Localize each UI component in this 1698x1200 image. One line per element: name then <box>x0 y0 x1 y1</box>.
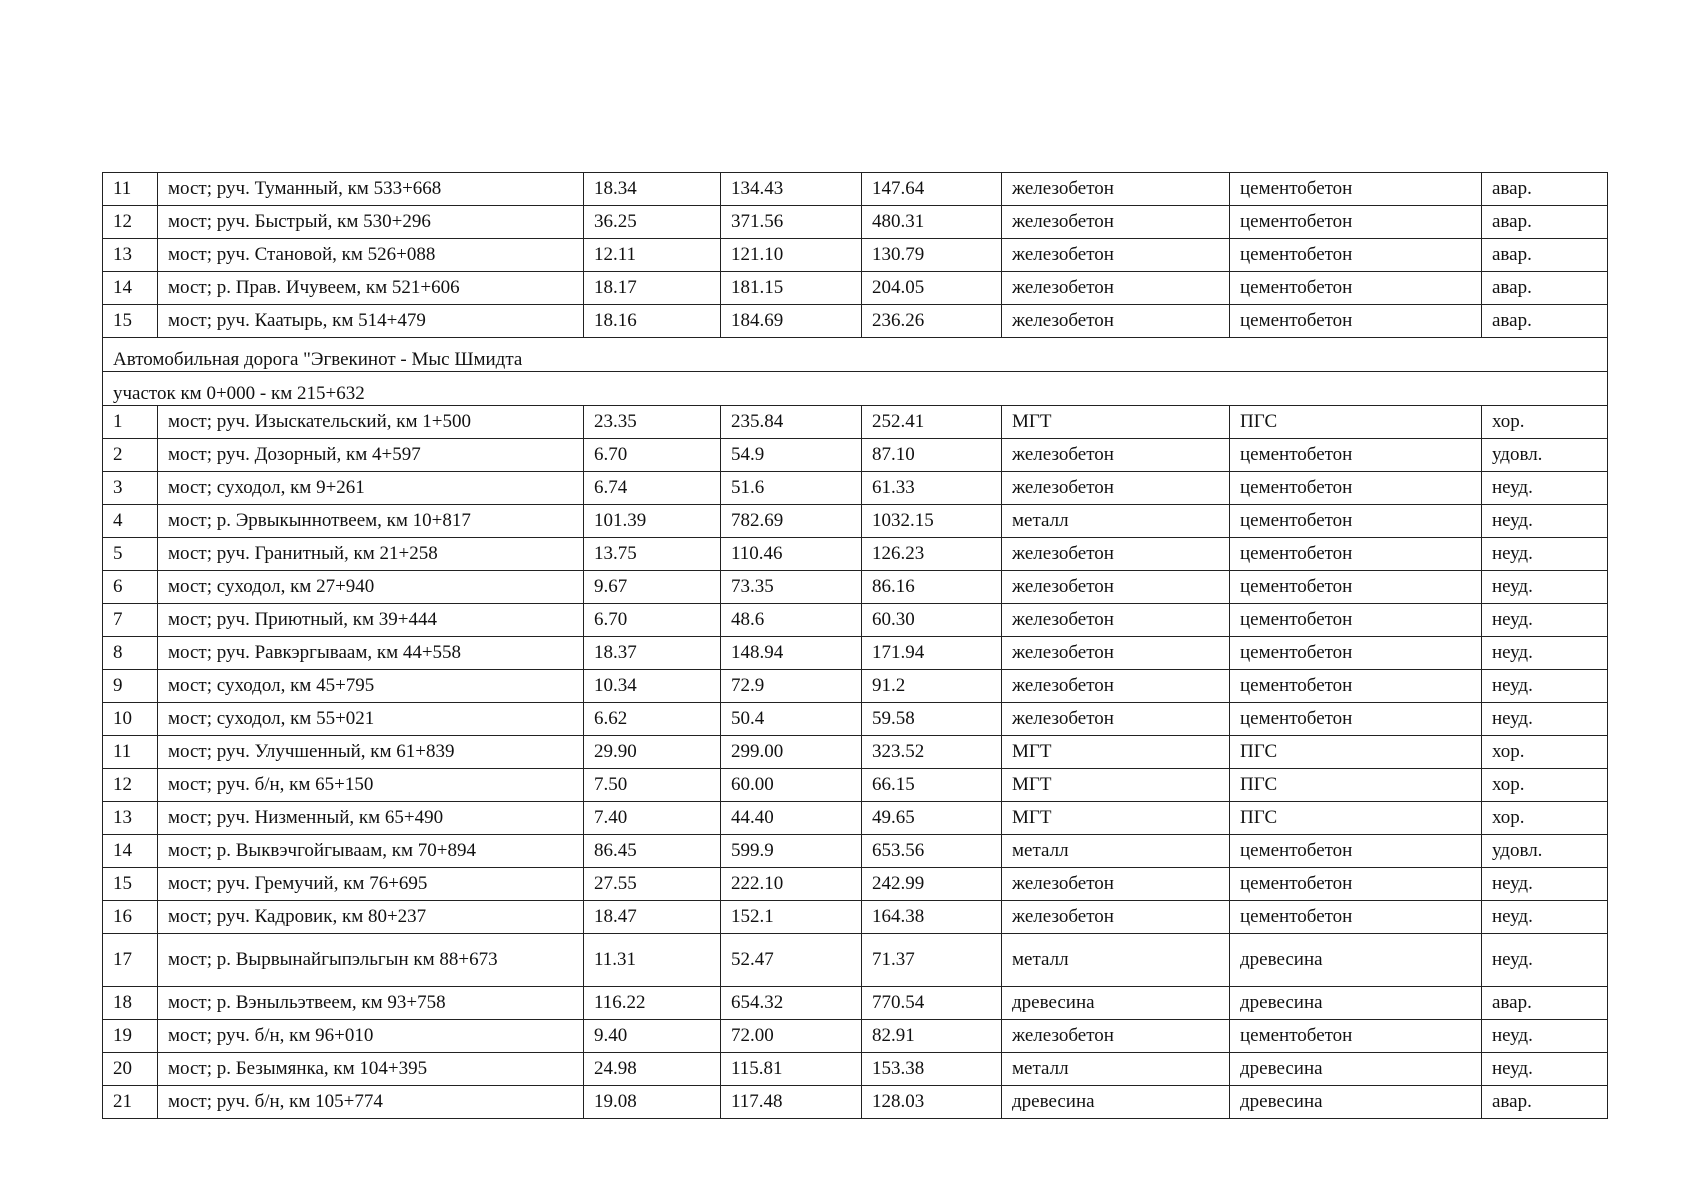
deck-surface-cell: цементобетон <box>1230 604 1482 637</box>
condition-status-cell: авар. <box>1482 173 1608 206</box>
span-material-cell: железобетон <box>1002 571 1230 604</box>
length-value-cell: 12.11 <box>584 239 721 272</box>
row-number-cell: 21 <box>103 1086 158 1119</box>
span-material-cell: МГТ <box>1002 406 1230 439</box>
condition-status-cell: неуд. <box>1482 604 1608 637</box>
area-value-cell: 72.9 <box>721 670 862 703</box>
row-number-cell: 5 <box>103 538 158 571</box>
table-row <box>103 736 1608 769</box>
span-material-cell: металл <box>1002 1053 1230 1086</box>
deck-surface-cell: цементобетон <box>1230 472 1482 505</box>
table-row <box>103 868 1608 901</box>
row-number-cell: 17 <box>103 934 158 987</box>
area-value-cell: 181.15 <box>721 272 862 305</box>
condition-status-cell: хор. <box>1482 736 1608 769</box>
bridge-name-cell: мост; суходол, км 45+795 <box>158 670 584 703</box>
area-value-cell: 148.94 <box>721 637 862 670</box>
length-value-cell: 7.40 <box>584 802 721 835</box>
length-value-cell: 18.37 <box>584 637 721 670</box>
deck-surface-cell: цементобетон <box>1230 505 1482 538</box>
total-value-cell: 49.65 <box>862 802 1002 835</box>
length-value-cell: 86.45 <box>584 835 721 868</box>
row-number-cell: 19 <box>103 1020 158 1053</box>
bridge-name-cell: мост; р. Выквэчгойгываам, км 70+894 <box>158 835 584 868</box>
row-number-cell: 1 <box>103 406 158 439</box>
section-subtitle-row <box>103 372 1608 406</box>
condition-status-cell: авар. <box>1482 987 1608 1020</box>
row-number-cell: 8 <box>103 637 158 670</box>
span-material-cell: железобетон <box>1002 439 1230 472</box>
area-value-cell: 371.56 <box>721 206 862 239</box>
row-number-cell: 10 <box>103 703 158 736</box>
condition-status-cell: авар. <box>1482 239 1608 272</box>
table-row <box>103 239 1608 272</box>
table-row <box>103 439 1608 472</box>
bridge-name-cell: мост; руч. Приютный, км 39+444 <box>158 604 584 637</box>
area-value-cell: 121.10 <box>721 239 862 272</box>
bridge-name-cell: мост; руч. б/н, км 105+774 <box>158 1086 584 1119</box>
condition-status-cell: авар. <box>1482 1086 1608 1119</box>
row-number-cell: 14 <box>103 272 158 305</box>
deck-surface-cell: цементобетон <box>1230 206 1482 239</box>
bridge-name-cell: мост; руч. Гремучий, км 76+695 <box>158 868 584 901</box>
span-material-cell: железобетон <box>1002 206 1230 239</box>
span-material-cell: МГТ <box>1002 802 1230 835</box>
total-value-cell: 126.23 <box>862 538 1002 571</box>
area-value-cell: 184.69 <box>721 305 862 338</box>
area-value-cell: 72.00 <box>721 1020 862 1053</box>
length-value-cell: 23.35 <box>584 406 721 439</box>
span-material-cell: древесина <box>1002 987 1230 1020</box>
section-title: Автомобильная дорога "Эгвекинот - Мыс Шмидта <box>103 338 1608 372</box>
length-value-cell: 9.40 <box>584 1020 721 1053</box>
bridge-table <box>102 172 1608 1119</box>
table-row <box>103 703 1608 736</box>
deck-surface-cell: цементобетон <box>1230 835 1482 868</box>
condition-status-cell: неуд. <box>1482 1020 1608 1053</box>
condition-status-cell: неуд. <box>1482 1053 1608 1086</box>
deck-surface-cell: цементобетон <box>1230 637 1482 670</box>
length-value-cell: 6.74 <box>584 472 721 505</box>
table-row <box>103 406 1608 439</box>
condition-status-cell: неуд. <box>1482 571 1608 604</box>
deck-surface-cell: ПГС <box>1230 769 1482 802</box>
bridge-name-cell: мост; суходол, км 9+261 <box>158 472 584 505</box>
total-value-cell: 60.30 <box>862 604 1002 637</box>
span-material-cell: железобетон <box>1002 868 1230 901</box>
length-value-cell: 10.34 <box>584 670 721 703</box>
deck-surface-cell: цементобетон <box>1230 239 1482 272</box>
table-row <box>103 1020 1608 1053</box>
row-number-cell: 6 <box>103 571 158 604</box>
deck-surface-cell: цементобетон <box>1230 571 1482 604</box>
length-value-cell: 116.22 <box>584 987 721 1020</box>
bridge-name-cell: мост; руч. Гранитный, км 21+258 <box>158 538 584 571</box>
area-value-cell: 235.84 <box>721 406 862 439</box>
bridge-name-cell: мост; руч. Туманный, км 533+668 <box>158 173 584 206</box>
length-value-cell: 11.31 <box>584 934 721 987</box>
table-row <box>103 272 1608 305</box>
bridge-name-cell: мост; руч. Равкэргываам, км 44+558 <box>158 637 584 670</box>
area-value-cell: 51.6 <box>721 472 862 505</box>
total-value-cell: 164.38 <box>862 901 1002 934</box>
area-value-cell: 52.47 <box>721 934 862 987</box>
row-number-cell: 13 <box>103 802 158 835</box>
table-row <box>103 1086 1608 1119</box>
row-number-cell: 3 <box>103 472 158 505</box>
condition-status-cell: авар. <box>1482 272 1608 305</box>
row-number-cell: 2 <box>103 439 158 472</box>
total-value-cell: 66.15 <box>862 769 1002 802</box>
deck-surface-cell: ПГС <box>1230 802 1482 835</box>
length-value-cell: 29.90 <box>584 736 721 769</box>
row-number-cell: 13 <box>103 239 158 272</box>
length-value-cell: 7.50 <box>584 769 721 802</box>
bridge-name-cell: мост; руч. Низменный, км 65+490 <box>158 802 584 835</box>
span-material-cell: железобетон <box>1002 1020 1230 1053</box>
bridge-name-cell: мост; руч. Изыскательский, км 1+500 <box>158 406 584 439</box>
condition-status-cell: хор. <box>1482 406 1608 439</box>
condition-status-cell: неуд. <box>1482 538 1608 571</box>
total-value-cell: 323.52 <box>862 736 1002 769</box>
length-value-cell: 6.70 <box>584 439 721 472</box>
length-value-cell: 6.62 <box>584 703 721 736</box>
deck-surface-cell: древесина <box>1230 1053 1482 1086</box>
area-value-cell: 599.9 <box>721 835 862 868</box>
condition-status-cell: неуд. <box>1482 472 1608 505</box>
total-value-cell: 71.37 <box>862 934 1002 987</box>
total-value-cell: 87.10 <box>862 439 1002 472</box>
length-value-cell: 13.75 <box>584 538 721 571</box>
length-value-cell: 27.55 <box>584 868 721 901</box>
span-material-cell: МГТ <box>1002 736 1230 769</box>
length-value-cell: 101.39 <box>584 505 721 538</box>
table-row <box>103 472 1608 505</box>
span-material-cell: железобетон <box>1002 670 1230 703</box>
condition-status-cell: удовл. <box>1482 439 1608 472</box>
bridge-name-cell: мост; руч. Каатырь, км 514+479 <box>158 305 584 338</box>
row-number-cell: 15 <box>103 868 158 901</box>
total-value-cell: 153.38 <box>862 1053 1002 1086</box>
table-row <box>103 571 1608 604</box>
row-number-cell: 12 <box>103 206 158 239</box>
table-row <box>103 206 1608 239</box>
area-value-cell: 60.00 <box>721 769 862 802</box>
deck-surface-cell: древесина <box>1230 934 1482 987</box>
deck-surface-cell: ПГС <box>1230 736 1482 769</box>
span-material-cell: железобетон <box>1002 173 1230 206</box>
area-value-cell: 115.81 <box>721 1053 862 1086</box>
length-value-cell: 18.16 <box>584 305 721 338</box>
table-row <box>103 987 1608 1020</box>
total-value-cell: 1032.15 <box>862 505 1002 538</box>
total-value-cell: 82.91 <box>862 1020 1002 1053</box>
table-row <box>103 637 1608 670</box>
table-body <box>103 173 1608 1119</box>
bridge-name-cell: мост; руч. Становой, км 526+088 <box>158 239 584 272</box>
bridge-name-cell: мост; р. Вэныльэтвеем, км 93+758 <box>158 987 584 1020</box>
area-value-cell: 134.43 <box>721 173 862 206</box>
total-value-cell: 242.99 <box>862 868 1002 901</box>
span-material-cell: металл <box>1002 835 1230 868</box>
area-value-cell: 44.40 <box>721 802 862 835</box>
condition-status-cell: неуд. <box>1482 934 1608 987</box>
row-number-cell: 20 <box>103 1053 158 1086</box>
span-material-cell: железобетон <box>1002 637 1230 670</box>
bridge-name-cell: мост; руч. б/н, км 65+150 <box>158 769 584 802</box>
length-value-cell: 18.34 <box>584 173 721 206</box>
bridge-name-cell: мост; руч. Быстрый, км 530+296 <box>158 206 584 239</box>
bridge-name-cell: мост; руч. Дозорный, км 4+597 <box>158 439 584 472</box>
row-number-cell: 12 <box>103 769 158 802</box>
table-row <box>103 505 1608 538</box>
span-material-cell: МГТ <box>1002 769 1230 802</box>
bridge-name-cell: мост; р. Эрвыкыннотвеем, км 10+817 <box>158 505 584 538</box>
condition-status-cell: неуд. <box>1482 901 1608 934</box>
span-material-cell: железобетон <box>1002 703 1230 736</box>
condition-status-cell: неуд. <box>1482 703 1608 736</box>
row-number-cell: 16 <box>103 901 158 934</box>
bridge-name-cell: мост; суходол, км 27+940 <box>158 571 584 604</box>
total-value-cell: 653.56 <box>862 835 1002 868</box>
bridge-name-cell: мост; суходол, км 55+021 <box>158 703 584 736</box>
table-row <box>103 538 1608 571</box>
section-title-row <box>103 338 1608 372</box>
condition-status-cell: хор. <box>1482 769 1608 802</box>
bridge-name-cell: мост; р. Безымянка, км 104+395 <box>158 1053 584 1086</box>
area-value-cell: 117.48 <box>721 1086 862 1119</box>
condition-status-cell: удовл. <box>1482 835 1608 868</box>
total-value-cell: 236.26 <box>862 305 1002 338</box>
row-number-cell: 18 <box>103 987 158 1020</box>
bridge-name-cell: мост; р. Вырвынайгыпэльгын км 88+673 <box>158 934 584 987</box>
total-value-cell: 86.16 <box>862 571 1002 604</box>
span-material-cell: металл <box>1002 934 1230 987</box>
area-value-cell: 152.1 <box>721 901 862 934</box>
total-value-cell: 91.2 <box>862 670 1002 703</box>
length-value-cell: 19.08 <box>584 1086 721 1119</box>
area-value-cell: 654.32 <box>721 987 862 1020</box>
table-row <box>103 835 1608 868</box>
condition-status-cell: неуд. <box>1482 637 1608 670</box>
area-value-cell: 299.00 <box>721 736 862 769</box>
total-value-cell: 252.41 <box>862 406 1002 439</box>
bridge-name-cell: мост; р. Прав. Ичувеем, км 521+606 <box>158 272 584 305</box>
length-value-cell: 36.25 <box>584 206 721 239</box>
area-value-cell: 782.69 <box>721 505 862 538</box>
total-value-cell: 130.79 <box>862 239 1002 272</box>
row-number-cell: 14 <box>103 835 158 868</box>
length-value-cell: 9.67 <box>584 571 721 604</box>
total-value-cell: 59.58 <box>862 703 1002 736</box>
area-value-cell: 73.35 <box>721 571 862 604</box>
span-material-cell: металл <box>1002 505 1230 538</box>
table-row <box>103 901 1608 934</box>
deck-surface-cell: древесина <box>1230 1086 1482 1119</box>
table-row <box>103 802 1608 835</box>
section-subtitle: участок км 0+000 - км 215+632 <box>103 372 1608 406</box>
table-row <box>103 305 1608 338</box>
condition-status-cell: неуд. <box>1482 505 1608 538</box>
total-value-cell: 171.94 <box>862 637 1002 670</box>
total-value-cell: 480.31 <box>862 206 1002 239</box>
area-value-cell: 110.46 <box>721 538 862 571</box>
row-number-cell: 4 <box>103 505 158 538</box>
condition-status-cell: неуд. <box>1482 868 1608 901</box>
deck-surface-cell: цементобетон <box>1230 901 1482 934</box>
length-value-cell: 18.17 <box>584 272 721 305</box>
bridge-name-cell: мост; руч. Улучшенный, км 61+839 <box>158 736 584 769</box>
deck-surface-cell: цементобетон <box>1230 173 1482 206</box>
condition-status-cell: хор. <box>1482 802 1608 835</box>
table-row <box>103 769 1608 802</box>
row-number-cell: 11 <box>103 736 158 769</box>
condition-status-cell: авар. <box>1482 305 1608 338</box>
length-value-cell: 6.70 <box>584 604 721 637</box>
total-value-cell: 770.54 <box>862 987 1002 1020</box>
row-number-cell: 11 <box>103 173 158 206</box>
deck-surface-cell: цементобетон <box>1230 1020 1482 1053</box>
bridge-name-cell: мост; руч. Кадровик, км 80+237 <box>158 901 584 934</box>
deck-surface-cell: цементобетон <box>1230 305 1482 338</box>
span-material-cell: железобетон <box>1002 305 1230 338</box>
deck-surface-cell: цементобетон <box>1230 538 1482 571</box>
deck-surface-cell: ПГС <box>1230 406 1482 439</box>
deck-surface-cell: цементобетон <box>1230 703 1482 736</box>
total-value-cell: 147.64 <box>862 173 1002 206</box>
condition-status-cell: неуд. <box>1482 670 1608 703</box>
area-value-cell: 54.9 <box>721 439 862 472</box>
span-material-cell: железобетон <box>1002 538 1230 571</box>
length-value-cell: 24.98 <box>584 1053 721 1086</box>
span-material-cell: железобетон <box>1002 472 1230 505</box>
span-material-cell: железобетон <box>1002 604 1230 637</box>
total-value-cell: 128.03 <box>862 1086 1002 1119</box>
span-material-cell: железобетон <box>1002 901 1230 934</box>
total-value-cell: 204.05 <box>862 272 1002 305</box>
area-value-cell: 48.6 <box>721 604 862 637</box>
span-material-cell: древесина <box>1002 1086 1230 1119</box>
table-row <box>103 934 1608 987</box>
row-number-cell: 9 <box>103 670 158 703</box>
length-value-cell: 18.47 <box>584 901 721 934</box>
condition-status-cell: авар. <box>1482 206 1608 239</box>
total-value-cell: 61.33 <box>862 472 1002 505</box>
deck-surface-cell: цементобетон <box>1230 868 1482 901</box>
area-value-cell: 222.10 <box>721 868 862 901</box>
table-row <box>103 173 1608 206</box>
table-row <box>103 1053 1608 1086</box>
area-value-cell: 50.4 <box>721 703 862 736</box>
table-row <box>103 604 1608 637</box>
deck-surface-cell: древесина <box>1230 987 1482 1020</box>
table-row <box>103 670 1608 703</box>
bridge-name-cell: мост; руч. б/н, км 96+010 <box>158 1020 584 1053</box>
span-material-cell: железобетон <box>1002 239 1230 272</box>
deck-surface-cell: цементобетон <box>1230 439 1482 472</box>
deck-surface-cell: цементобетон <box>1230 272 1482 305</box>
deck-surface-cell: цементобетон <box>1230 670 1482 703</box>
span-material-cell: железобетон <box>1002 272 1230 305</box>
row-number-cell: 7 <box>103 604 158 637</box>
row-number-cell: 15 <box>103 305 158 338</box>
